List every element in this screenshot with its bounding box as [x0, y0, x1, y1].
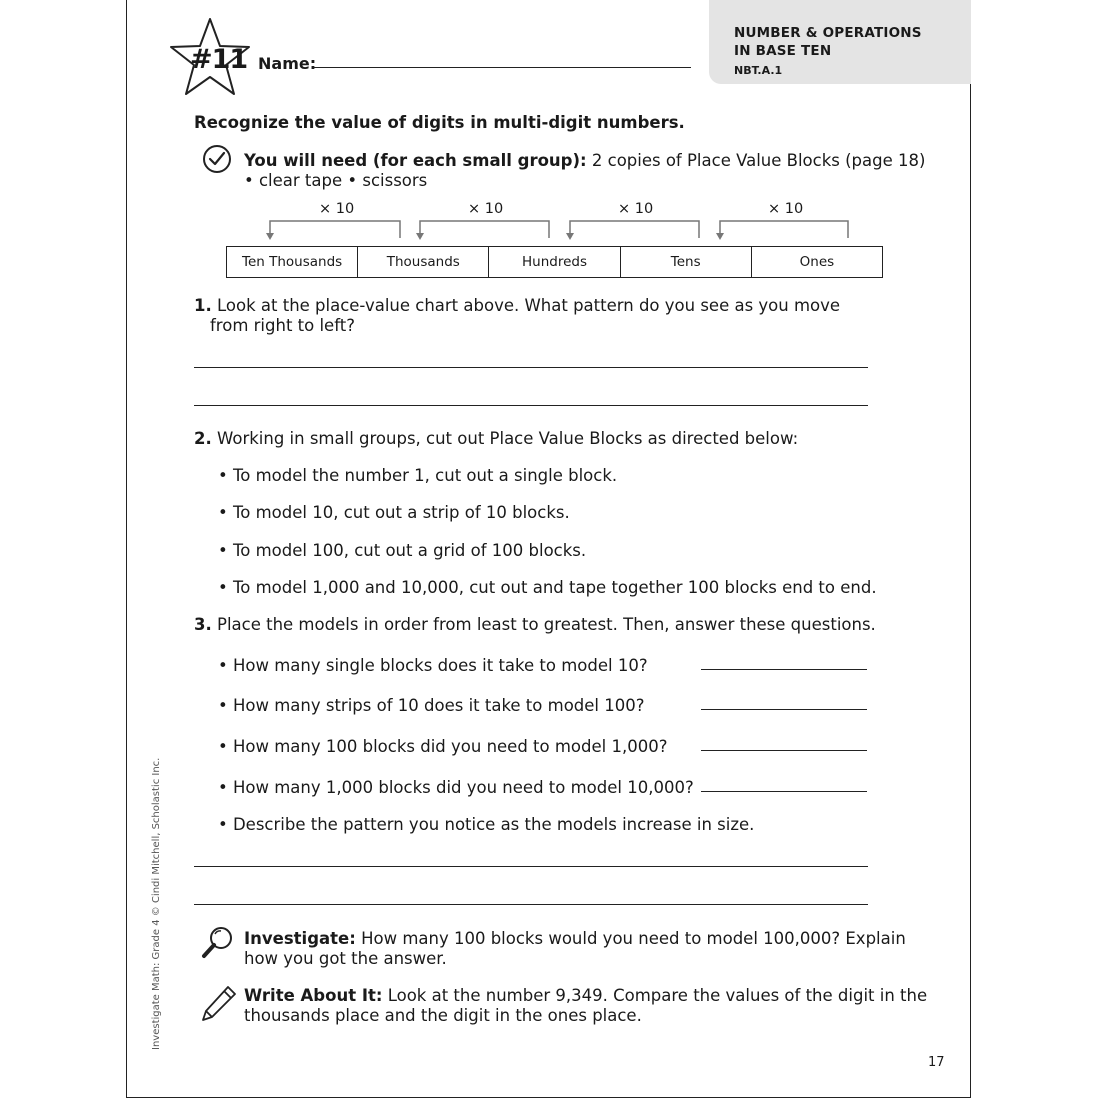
q1-line-2: from right to left? [210, 316, 355, 335]
name-field[interactable] [313, 67, 691, 68]
q3-bullet-5: • Describe the pattern you notice as the models increase in size. [218, 815, 755, 834]
multiplier-label-2: × 10 [468, 201, 504, 217]
q2-text [194, 428, 798, 449]
category-line-2: IN BASE TEN [734, 43, 832, 59]
write-about-text: Look at the number 9,349. Compare the values of the digit in the [387, 986, 928, 1005]
q1-answer-line-2[interactable] [194, 405, 868, 406]
q3-answer-line-4[interactable] [701, 791, 867, 792]
pv-column-thousands: Thousands [358, 247, 489, 277]
worksheet-number: #11 [190, 44, 248, 75]
q2-bullet-4: • To model 1,000 and 10,000, cut out and tape together 100 blocks end to end. [218, 578, 877, 597]
multiplier-label-4: × 10 [768, 201, 804, 217]
q2-bullet-3: • To model 100, cut out a grid of 100 blocks. [218, 541, 587, 560]
multiplier-arrows [260, 214, 860, 246]
q3-number: 3. [194, 615, 212, 634]
q1-line-1: Look at the place-value chart above. What pattern do you see as you move [217, 296, 841, 315]
materials-text: 2 copies of Place Value Blocks (page 18) [591, 151, 926, 170]
page-number: 17 [928, 1055, 945, 1070]
write-about-line-2: thousands place and the digit in the ones place. [244, 1006, 642, 1025]
q1-number: 1. [194, 296, 212, 315]
q3-bullet-3: • How many 100 blocks did you need to model 1,000? [218, 737, 668, 756]
checkmark-circle-icon [202, 144, 232, 174]
q3-instruction: Place the models in order from least to greatest. Then, answer these questions. [217, 615, 876, 634]
multiplier-label-3: × 10 [618, 201, 654, 217]
q2-instruction: Working in small groups, cut out Place Value Blocks as directed below: [217, 429, 799, 448]
q3-text [194, 614, 876, 635]
investigate-text: How many 100 blocks would you need to model 100,000? Explain [361, 929, 906, 948]
name-label: Name: [258, 54, 317, 73]
write-about-line-1 [244, 985, 927, 1006]
pencil-icon [200, 984, 238, 1024]
place-value-chart [226, 246, 883, 278]
materials-line-2: • clear tape • scissors [244, 171, 428, 190]
multiplier-label-1: × 10 [319, 201, 355, 217]
pv-column-ten-thousands: Ten Thousands [227, 247, 358, 277]
magnifying-glass-icon [200, 924, 236, 960]
copyright-credit: Investigate Math: Grade 4 © Cindi Mitchell, Scholastic Inc. [151, 757, 162, 1050]
objective-heading: Recognize the value of digits in multi-digit numbers. [194, 113, 685, 132]
q2-bullet-2: • To model 10, cut out a strip of 10 blocks. [218, 503, 570, 522]
q3-bullet-2: • How many strips of 10 does it take to model 100? [218, 696, 645, 715]
investigate-line-2: how you got the answer. [244, 949, 447, 968]
q3-answer-line-2[interactable] [701, 709, 867, 710]
investigate-line-1 [244, 928, 906, 949]
q3-bullet-4: • How many 1,000 blocks did you need to model 10,000? [218, 778, 694, 797]
q2-number: 2. [194, 429, 212, 448]
materials-label: You will need (for each small group): [244, 151, 587, 170]
investigate-label: Investigate: [244, 929, 356, 948]
q3-answer-line-6[interactable] [194, 904, 868, 905]
category-line-1: NUMBER & OPERATIONS [734, 25, 922, 41]
materials-line-1 [244, 150, 925, 171]
q3-answer-line-3[interactable] [701, 750, 867, 751]
q2-bullet-1: • To model the number 1, cut out a single block. [218, 466, 618, 485]
category-tab [709, 0, 971, 84]
pv-column-ones: Ones [799, 254, 835, 270]
pv-column-hundreds: Hundreds [489, 247, 620, 277]
standard-code: NBT.A.1 [734, 64, 783, 77]
q3-answer-line-5[interactable] [194, 866, 868, 867]
q1-answer-line-1[interactable] [194, 367, 868, 368]
q1-text [194, 295, 840, 316]
category-title [734, 24, 922, 60]
write-about-label: Write About It: [244, 986, 383, 1005]
q3-bullet-1: • How many single blocks does it take to model 10? [218, 656, 648, 675]
pv-column-tens: Tens [621, 247, 752, 277]
q3-answer-line-1[interactable] [701, 669, 867, 670]
